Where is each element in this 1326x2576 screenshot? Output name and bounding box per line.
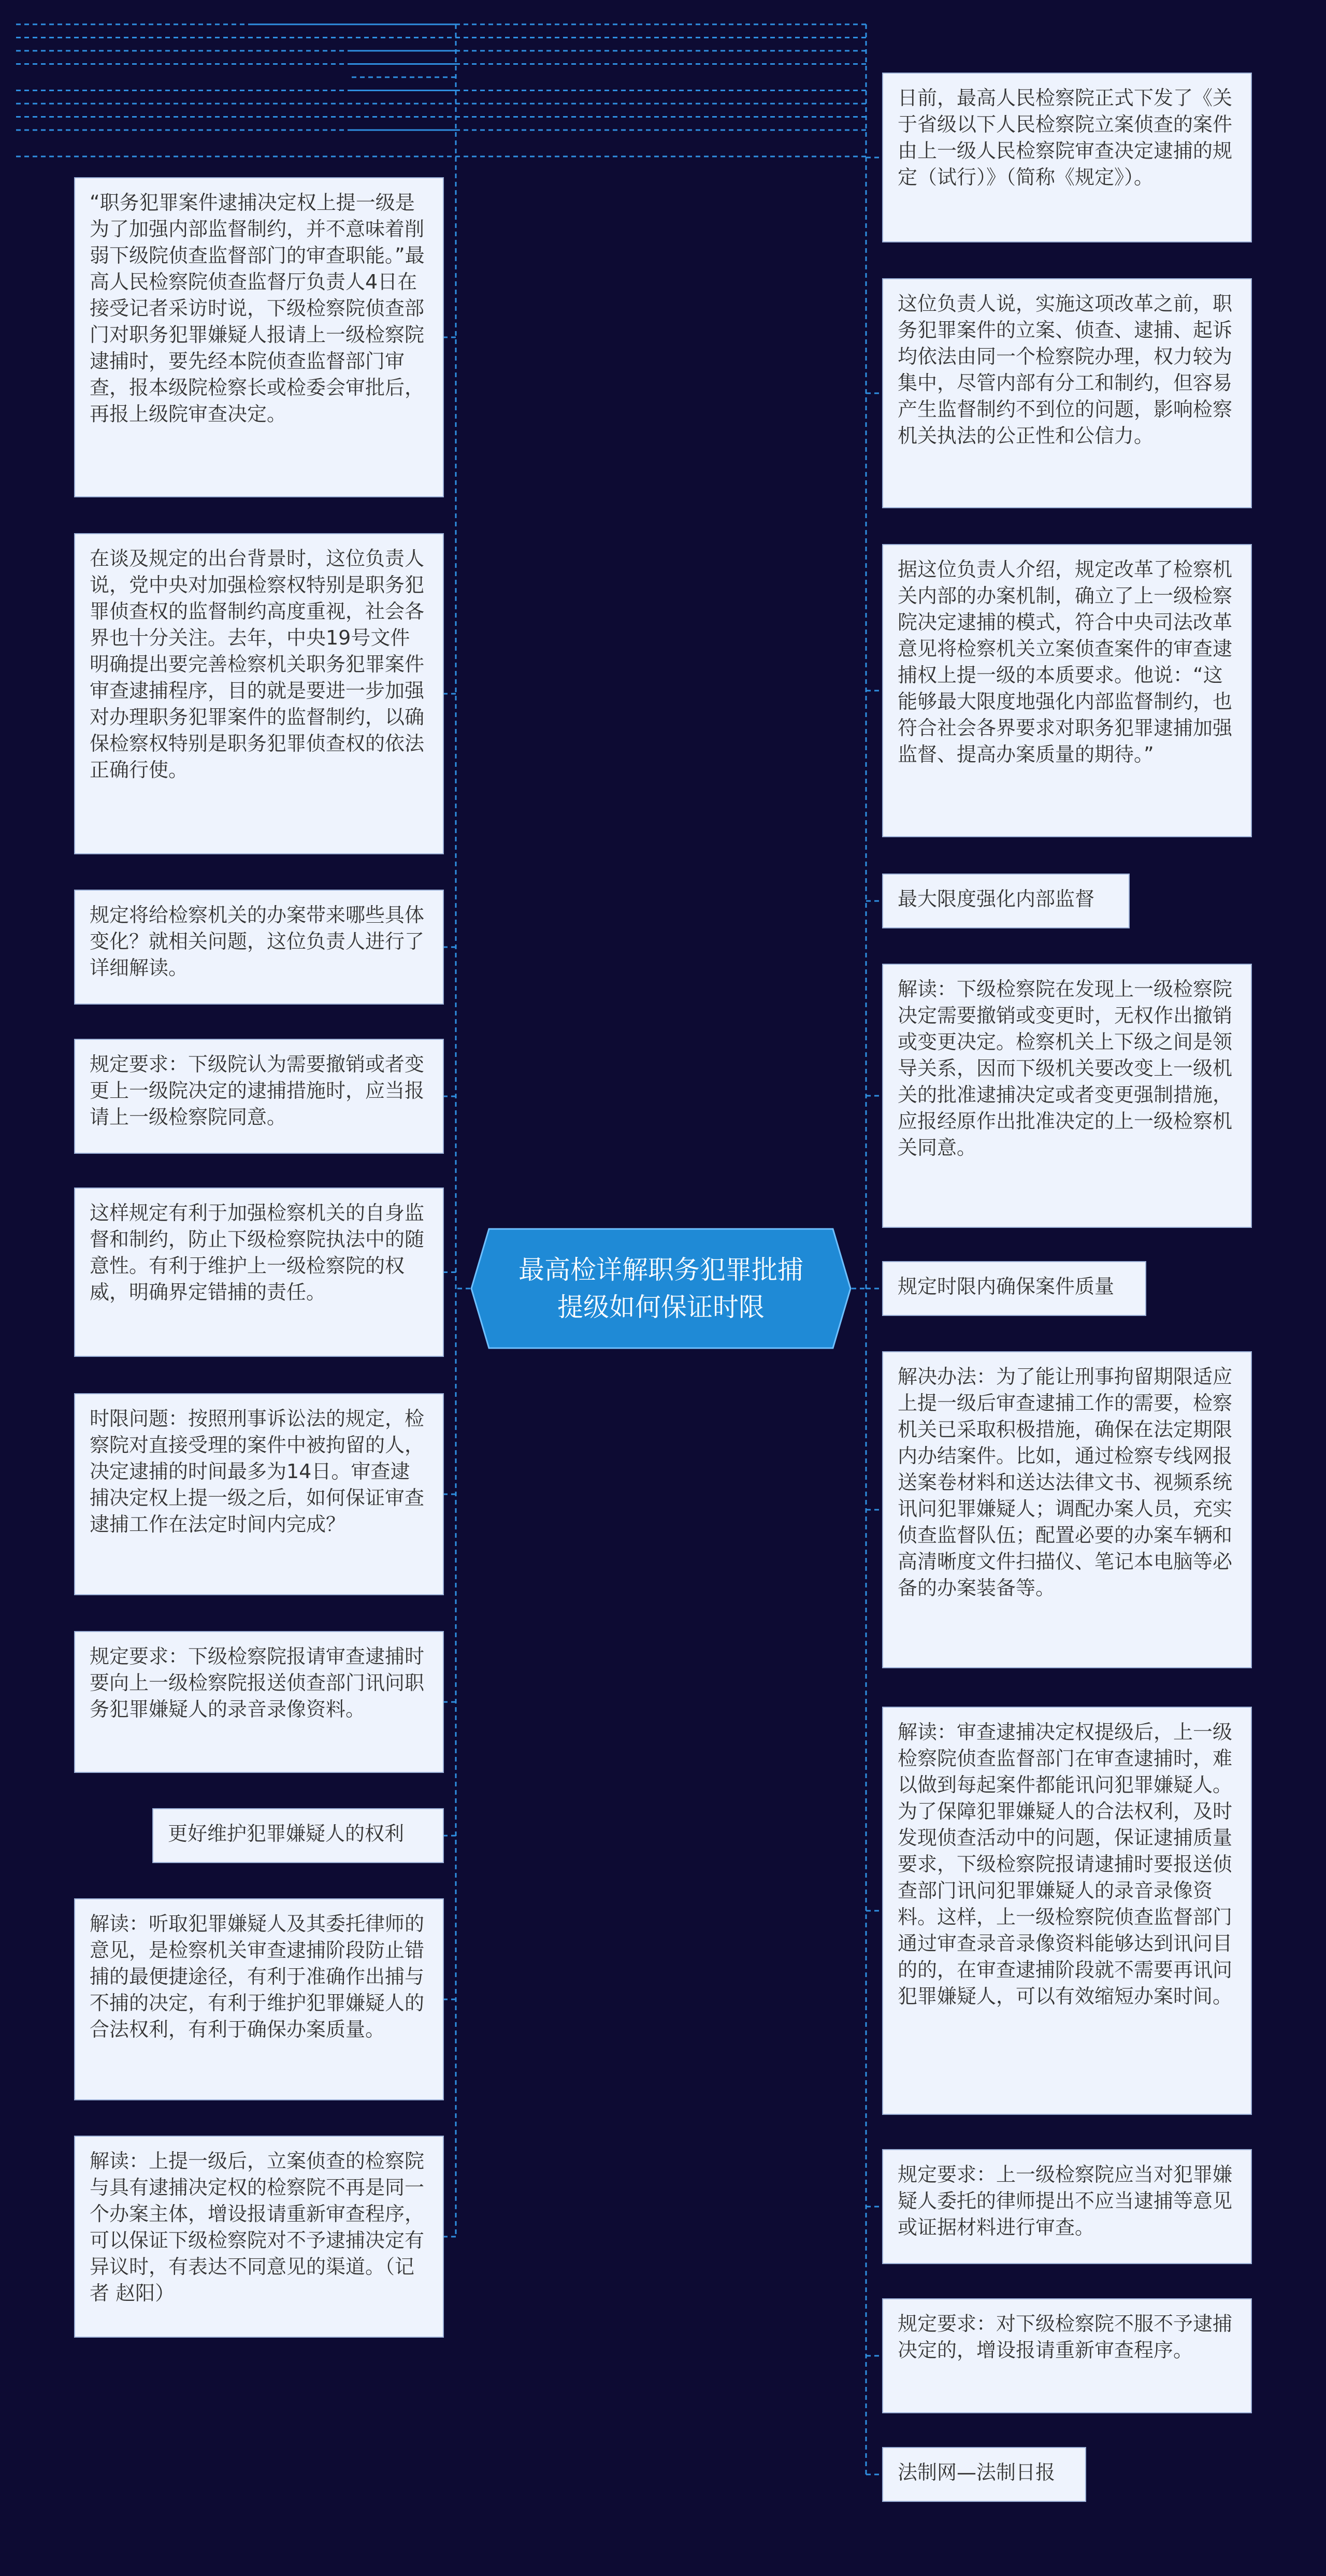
right-node-6-text: 规定时限内确保案件质量 (898, 1275, 1115, 1298)
left-node-6-text: 时限问题：按照刑事诉讼法的规定，检察院对直接受理的案件中被拘留的人，决定逮捕的时间最多为14日。审查逮捕决定权上提一级之后，如何保证审查逮捕工作在法定时间内完成？ (90, 1407, 425, 1536)
left-node-10-text: 解读：上提一级后，立案侦查的检察院与具有逮捕决定权的检察院不再是同一个办案主体，增设报请重新审查程序，可以保证下级检察院对不予逮捕决定有异议时，有表达不同意见的渠道。（记者 赵阳） (90, 2150, 425, 2305)
right-node-1[interactable] (882, 73, 1252, 242)
right-node-5[interactable] (882, 964, 1252, 1228)
left-node-3[interactable] (74, 890, 444, 1005)
right-node-4[interactable] (882, 874, 1130, 928)
left-node-4-text: 规定要求：下级院认为需要撤销或者变更上一级院决定的逮捕措施时，应当报请上一级检察院同意。 (90, 1053, 425, 1128)
left-node-8-text: 更好维护犯罪嫌疑人的权利 (168, 1822, 405, 1845)
left-node-9-text: 解读：听取犯罪嫌疑人及其委托律师的意见，是检察机关审查逮捕阶段防止错捕的最便捷途径，有利于准确作出捕与不捕的决定，有利于维护犯罪嫌疑人的合法权利，有利于确保办案质量。 (90, 1912, 425, 2041)
left-node-2[interactable] (74, 533, 444, 854)
right-node-2-text: 这位负责人说，实施这项改革之前，职务犯罪案件的立案、侦查、逮捕、起诉均依法由同一个检察院办理，权力较为集中，尽管内部有分工和制约，但容易产生监督制约不到位的问题，影响检察机关执法的公正性和公信力。 (898, 292, 1233, 447)
right-node-10-text: 规定要求：对下级检察院不服不予逮捕决定的，增设报请重新审查程序。 (898, 2312, 1233, 2362)
right-node-7-text: 解决办法：为了能让刑事拘留期限适应上提一级后审查逮捕工作的需要，检察机关已采取积极措施，确保在法定期限内办结案件。比如，通过检察专线网报送案卷材料和送达法律文书、视频系统讯问犯罪嫌疑人；调配办案人员，充实侦查监督队伍；配置必要的办案车辆和高清晰度文件扫描仪、笔记本电脑等必备的办案装备等。 (898, 1365, 1233, 1599)
right-node-10[interactable] (882, 2298, 1252, 2413)
left-node-6[interactable] (74, 1393, 444, 1595)
left-node-5[interactable] (74, 1187, 444, 1357)
left-node-4[interactable] (74, 1039, 444, 1154)
right-node-7[interactable] (882, 1351, 1252, 1668)
left-node-1[interactable] (74, 177, 444, 497)
right-node-3[interactable] (882, 544, 1252, 837)
right-node-9-text: 规定要求：上一级检察院应当对犯罪嫌疑人委托的律师提出不应当逮捕等意见或证据材料进行审查。 (898, 2163, 1233, 2239)
left-node-1-text: “职务犯罪案件逮捕决定权上提一级是为了加强内部监督制约，并不意味着削弱下级院侦查监督部门的审查职能。”最高人民检察院侦查监督厅负责人4日在接受记者采访时说，下级检察院侦查部门对职务犯罪嫌疑人报请上一级检察院逮捕时，要先经本院侦查监督部门审查，报本级院检察长或检委会审批后，再报上级院审查决定。 (90, 191, 425, 425)
right-node-5-text: 解读：下级检察院在发现上一级检察院决定需要撤销或变更时，无权作出撤销或变更决定。检察机关上下级之间是领导关系，因而下级机关要改变上一级机关的批准逮捕决定或者变更强制措施，应报经原作出批准决定的上一级检察机关同意。 (898, 978, 1233, 1159)
right-node-2[interactable] (882, 278, 1252, 508)
left-node-2-text: 在谈及规定的出台背景时，这位负责人说，党中央对加强检察权特别是职务犯罪侦查权的监督制约高度重视，社会各界也十分关注。去年，中央19号文件明确提出要完善检察机关职务犯罪案件审查逮捕程序，目的就是要进一步加强对办理职务犯罪案件的监督制约，以确保检察权特别是职务犯罪侦查权的依法正确行使。 (90, 547, 425, 781)
right-node-11-text: 法制网—法制日报 (898, 2461, 1056, 2484)
left-node-7[interactable] (74, 1631, 444, 1773)
left-node-8[interactable] (152, 1808, 444, 1863)
right-node-6[interactable] (882, 1261, 1146, 1316)
left-node-3-text: 规定将给检察机关的办案带来哪些具体变化？就相关问题，这位负责人进行了详细解读。 (90, 904, 425, 979)
right-node-8[interactable] (882, 1707, 1252, 2115)
right-node-9[interactable] (882, 2149, 1252, 2264)
right-node-4-text: 最大限度强化内部监督 (898, 888, 1095, 910)
left-node-7-text: 规定要求：下级检察院报请审查逮捕时要向上一级检察院报送侦查部门讯问职务犯罪嫌疑人的录音录像资料。 (90, 1645, 425, 1721)
left-node-5-text: 这样规定有利于加强检察机关的自身监督和制约，防止下级检察院执法中的随意性。有利于维护上一级检察院的权威，明确界定错捕的责任。 (90, 1201, 425, 1304)
left-node-10[interactable] (74, 2136, 444, 2338)
left-node-9[interactable] (74, 1898, 444, 2100)
right-node-1-text: 日前，最高人民检察院正式下发了《关于省级以下人民检察院立案侦查的案件由上一级人民检察院审查决定逮捕的规定（试行）》（简称《规定》）。 (898, 87, 1233, 189)
central-topic-label: 最高检详解职务犯罪批捕提级如何保证时限 (518, 1255, 803, 1322)
right-node-11[interactable] (882, 2447, 1086, 2502)
right-node-3-text: 据这位负责人介绍，规定改革了检察机关内部的办案机制，确立了上一级检察院决定逮捕的模式，符合中央司法改革意见将检察机关立案侦查案件的审查逮捕权上提一级的本质要求。他说：“这能够最大限度地强化内部监督制约，也符合社会各界要求对职务犯罪逮捕加强监督、提高办案质量的期待。” (898, 558, 1233, 766)
central-topic[interactable] (470, 1228, 852, 1349)
right-node-8-text: 解读：审查逮捕决定权提级后，上一级检察院侦查监督部门在审查逮捕时，难以做到每起案件都能讯问犯罪嫌疑人。为了保障犯罪嫌疑人的合法权利，及时发现侦查活动中的问题，保证逮捕质量要求，下级检察院报请逮捕时要报送侦查部门讯问犯罪嫌疑人的录音录像资料。这样，上一级检察院侦查监督部门通过审查录音录像资料能够达到讯问目的的，在审查逮捕阶段就不需要再讯问犯罪嫌疑人，可以有效缩短办案时间。 (898, 1721, 1233, 2008)
